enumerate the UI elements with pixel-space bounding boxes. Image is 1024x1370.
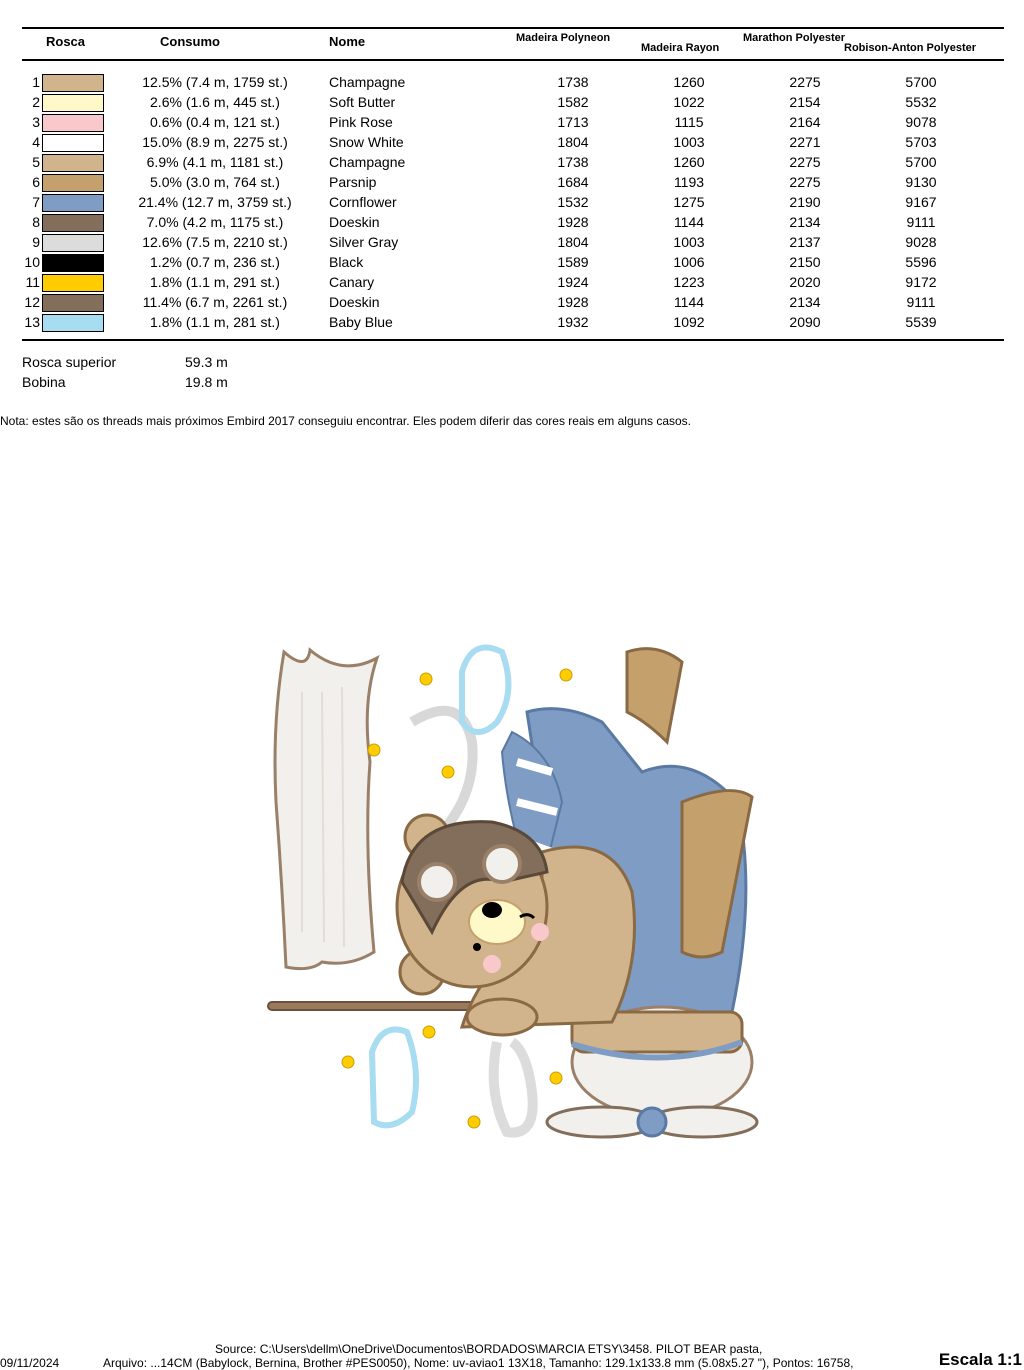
color-swatch — [42, 114, 104, 132]
disclaimer-note: Nota: estes são os threads mais próximos Embird 2017 conseguiu encontrar. Eles podem diferir das cores reais em alguns casos. — [0, 414, 692, 428]
table-row — [0, 152, 1024, 172]
madeira-polyneon-code: 1738 — [557, 154, 589, 170]
madeira-polyneon-code: 1924 — [557, 274, 589, 290]
thread-name: Soft Butter — [329, 94, 396, 110]
table-row — [0, 192, 1024, 212]
thread-usage: 15.0% (8.9 m, 2275 st.) — [142, 134, 288, 150]
color-swatch — [42, 274, 104, 292]
header-name: Nome — [329, 34, 366, 49]
thread-usage: 12.6% (7.5 m, 2210 st.) — [142, 234, 288, 250]
robison-code: 9111 — [906, 214, 936, 230]
footer-scale: Escala 1:1 — [938, 1350, 1022, 1369]
marathon-code: 2154 — [789, 94, 821, 110]
header-robison: Robison-Anton Polyester — [844, 42, 977, 54]
marathon-code: 2164 — [789, 114, 821, 130]
robison-code: 9028 — [905, 234, 937, 250]
thread-number: 12 — [24, 294, 40, 310]
madeira-rayon-code: 1115 — [674, 114, 704, 130]
thread-name: Pink Rose — [329, 114, 393, 130]
madeira-rayon-code: 1193 — [673, 174, 705, 190]
madeira-polyneon-code: 1582 — [557, 94, 589, 110]
table-row — [0, 92, 1024, 112]
color-swatch — [42, 214, 104, 232]
table-row — [0, 212, 1024, 232]
marathon-code: 2190 — [789, 194, 821, 210]
thread-number: 11 — [25, 274, 40, 290]
table-row — [0, 132, 1024, 152]
thread-number: 7 — [32, 194, 40, 210]
marathon-code: 2275 — [789, 154, 821, 170]
marathon-code: 2020 — [789, 274, 821, 290]
color-swatch — [42, 174, 104, 192]
madeira-rayon-code: 1275 — [673, 194, 705, 210]
thread-number: 9 — [32, 234, 40, 250]
marathon-code: 2134 — [789, 294, 821, 310]
color-swatch — [42, 154, 104, 172]
robison-code: 5539 — [905, 314, 937, 330]
madeira-polyneon-code: 1589 — [557, 254, 589, 270]
madeira-rayon-code: 1260 — [673, 154, 705, 170]
color-swatch — [42, 74, 104, 92]
madeira-polyneon-code: 1738 — [557, 74, 589, 90]
robison-code: 9167 — [905, 194, 937, 210]
thread-number: 10 — [24, 254, 40, 270]
thread-usage: 12.5% (7.4 m, 1759 st.) — [142, 74, 288, 90]
color-swatch — [42, 94, 104, 112]
table-row — [0, 232, 1024, 252]
color-swatch — [42, 194, 104, 212]
header-usage: Consumo — [160, 34, 220, 49]
robison-code: 5596 — [905, 254, 937, 270]
thread-usage: 2.6% (1.6 m, 445 st.) — [150, 94, 280, 110]
thread-name: Snow White — [329, 134, 404, 150]
thread-name: Champagne — [329, 74, 406, 90]
thread-usage: 5.0% (3.0 m, 764 st.) — [150, 174, 280, 190]
header-madeira-polyneon: Madeira Polyneon — [516, 32, 611, 44]
thread-usage: 6.9% (4.1 m, 1181 st.) — [146, 154, 284, 170]
color-swatch — [42, 314, 104, 332]
marathon-code: 2134 — [789, 214, 821, 230]
madeira-rayon-code: 1003 — [673, 234, 705, 250]
color-swatch — [42, 254, 104, 272]
marathon-code: 2150 — [789, 254, 821, 270]
footer-source: Source: C:\Users\dellm\OneDrive\Documentos\BORDADOS\MARCIA ETSY\3458. PILOT BEAR pasta, — [215, 1342, 763, 1356]
thread-number: 6 — [32, 174, 40, 190]
madeira-polyneon-code: 1532 — [557, 194, 589, 210]
thread-name: Doeskin — [329, 214, 380, 230]
table-header-rule — [22, 59, 1004, 61]
embroidery-design-image — [262, 632, 762, 1152]
robison-code: 5700 — [905, 74, 937, 90]
madeira-rayon-code: 1003 — [673, 134, 705, 150]
color-swatch — [42, 134, 104, 152]
header-thread: Rosca — [46, 34, 86, 49]
table-row — [0, 172, 1024, 192]
robison-code: 9078 — [905, 114, 937, 130]
robison-code: 9111 — [906, 294, 936, 310]
marathon-code: 2271 — [789, 134, 821, 150]
thread-name: Cornflower — [329, 194, 397, 210]
madeira-rayon-code: 1223 — [673, 274, 705, 290]
robison-code: 5700 — [905, 154, 937, 170]
madeira-rayon-code: 1144 — [673, 294, 705, 310]
color-swatch — [42, 234, 104, 252]
table-row — [0, 272, 1024, 292]
header-madeira-rayon: Madeira Rayon — [641, 42, 720, 54]
thread-name: Champagne — [329, 154, 406, 170]
thread-number: 5 — [32, 154, 40, 170]
thread-usage: 1.2% (0.7 m, 236 st.) — [150, 254, 280, 270]
marathon-code: 2275 — [789, 74, 821, 90]
top-thread-value: 59.3 m — [185, 354, 228, 370]
table-row — [0, 312, 1024, 332]
marathon-code: 2090 — [789, 314, 821, 330]
thread-name: Canary — [329, 274, 375, 290]
robison-code: 5532 — [905, 94, 937, 110]
bobbin-value: 19.8 m — [185, 374, 228, 390]
marathon-code: 2275 — [789, 174, 821, 190]
thread-name: Doeskin — [329, 294, 380, 310]
thread-usage: 1.8% (1.1 m, 281 st.) — [150, 314, 280, 330]
footer-file-info: Arquivo: ...14CM (Babylock, Bernina, Brother #PES0050), Nome: uv-aviao1 13X18, Tamanho: 129.1x133.8 mm (5.08x5.27 "), Pontos: 16758, — [103, 1356, 854, 1370]
thread-name: Parsnip — [329, 174, 377, 190]
thread-name: Baby Blue — [329, 314, 393, 330]
madeira-polyneon-code: 1928 — [557, 214, 589, 230]
thread-usage: 21.4% (12.7 m, 3759 st.) — [138, 194, 292, 210]
thread-name: Silver Gray — [329, 234, 399, 250]
madeira-rayon-code: 1260 — [673, 74, 705, 90]
madeira-polyneon-code: 1804 — [557, 134, 589, 150]
madeira-polyneon-code: 1684 — [557, 174, 589, 190]
thread-number: 4 — [32, 134, 40, 150]
table-top-rule — [22, 27, 1004, 29]
thread-number: 13 — [24, 314, 40, 330]
table-row — [0, 112, 1024, 132]
madeira-polyneon-code: 1713 — [557, 114, 589, 130]
thread-number: 3 — [32, 114, 40, 130]
table-row — [0, 252, 1024, 272]
robison-code: 9172 — [905, 274, 937, 290]
madeira-rayon-code: 1092 — [673, 314, 705, 330]
madeira-polyneon-code: 1932 — [557, 314, 589, 330]
table-row — [0, 292, 1024, 312]
robison-code: 9130 — [905, 174, 937, 190]
thread-usage: 11.4% (6.7 m, 2261 st.) — [142, 294, 288, 310]
thread-number: 1 — [32, 74, 40, 90]
table-bottom-rule — [22, 339, 1004, 341]
table-row — [0, 72, 1024, 92]
madeira-rayon-code: 1144 — [673, 214, 705, 230]
madeira-rayon-code: 1006 — [673, 254, 705, 270]
madeira-polyneon-code: 1804 — [557, 234, 589, 250]
thread-usage: 7.0% (4.2 m, 1175 st.) — [146, 214, 284, 230]
marathon-code: 2137 — [789, 234, 821, 250]
madeira-rayon-code: 1022 — [673, 94, 705, 110]
bobbin-label: Bobina — [22, 374, 66, 390]
thread-number: 8 — [32, 214, 40, 230]
madeira-polyneon-code: 1928 — [557, 294, 589, 310]
robison-code: 5703 — [905, 134, 937, 150]
thread-usage: 0.6% (0.4 m, 121 st.) — [150, 114, 280, 130]
thread-number: 2 — [32, 94, 40, 110]
color-swatch — [42, 294, 104, 312]
footer-date: 09/11/2024 — [0, 1356, 60, 1370]
thread-name: Black — [329, 254, 364, 270]
header-marathon: Marathon Polyester — [743, 32, 846, 44]
thread-usage: 1.8% (1.1 m, 291 st.) — [150, 274, 280, 290]
top-thread-label: Rosca superior — [22, 354, 117, 370]
